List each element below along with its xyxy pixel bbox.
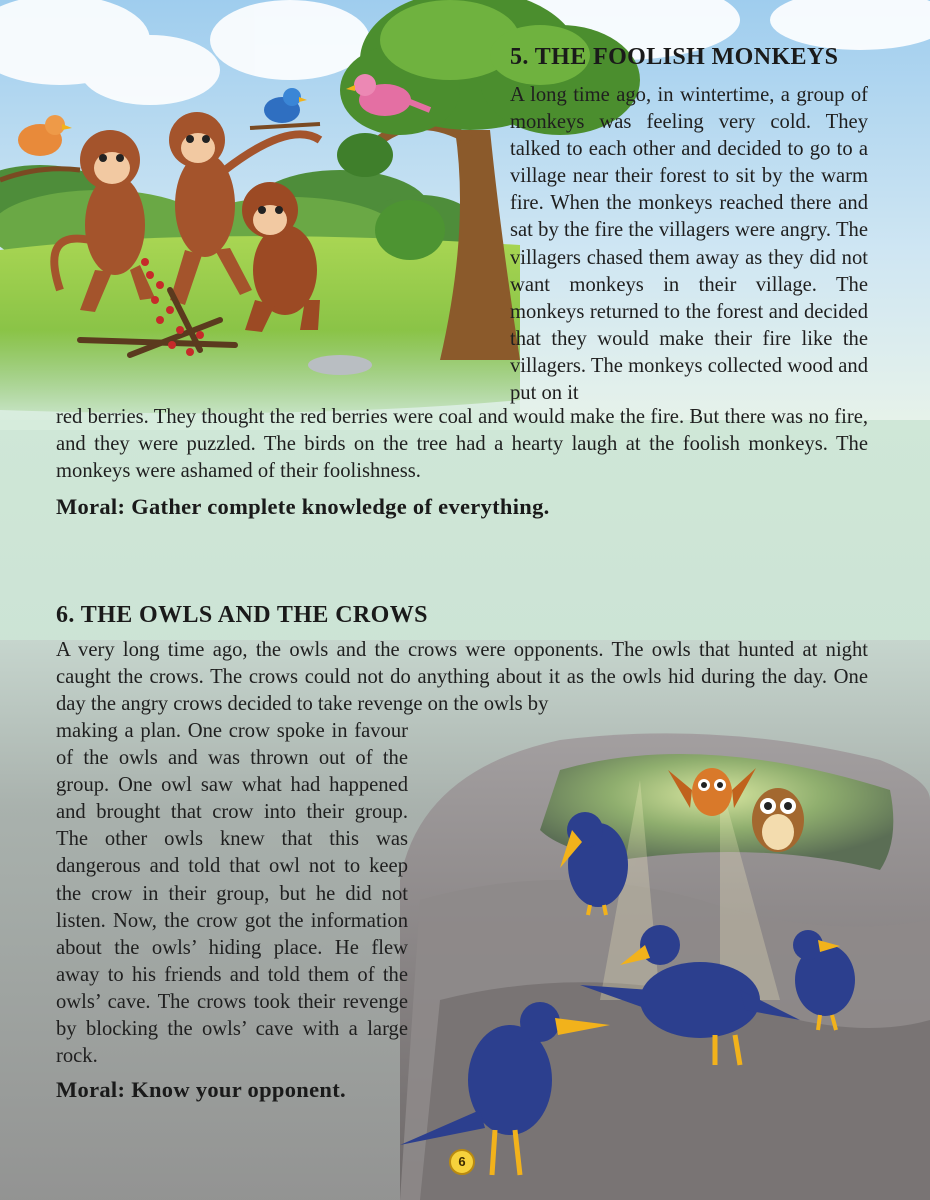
story-title-owls-and-crows: 6. THE OWLS AND THE CROWS xyxy=(56,602,428,628)
story-text-line: A long time ago, in wintertime, a group of monkeys was feeling very cold. They talked to each other and decided to go to a village near their forest to sit by the warm fire. When the monkeys reached there and sat by the fire the villagers were angry. The villagers chased them away as they did not want monkeys in their village. The monkeys returned to the forest and decided that they would make their fire like the villagers. The monkeys collected wood and put on it xyxy=(510,84,868,405)
page-number-badge: 6 xyxy=(449,1149,475,1175)
story-title-foolish-monkeys: 5. THE FOOLISH MONKEYS xyxy=(510,44,839,70)
moral-foolish-monkeys: Moral: Gather complete knowledge of everything. xyxy=(56,494,550,519)
story-text-foolish-monkeys-continued: red berries. They thought the red berries were coal and would make the fire. But there was no fire, and they were puzzled. The birds on the tree had a hearty laugh at the foolish monkeys. The monkeys were ashamed of their foolishness. xyxy=(56,406,868,483)
moral-owls-and-crows: Moral: Know your opponent. xyxy=(56,1077,346,1102)
story-text-foolish-monkeys xyxy=(510,82,868,407)
story-text-owls-and-crows: A very long time ago, the owls and the crows were opponents. The owls that hunted at night caught the crows. The crows could not do anything about it as the owls hid during the day. One day the angry crows decided to take revenge on the owls by xyxy=(56,639,868,716)
story-text-owls-and-crows-continued: making a plan. One crow spoke in favour of the owls and was thrown out of the group. One owl saw what had happened and brought that crow into their group. The other owls knew that this was dangerous and told that owl not to keep the crow in their group, but he did not listen. Now, the crow got the information about the owls’ hiding place. He flew away to his friends and told them of the owls’ cave. The crows took their revenge by blocking the owls’ cave with a large rock. xyxy=(56,720,408,1068)
